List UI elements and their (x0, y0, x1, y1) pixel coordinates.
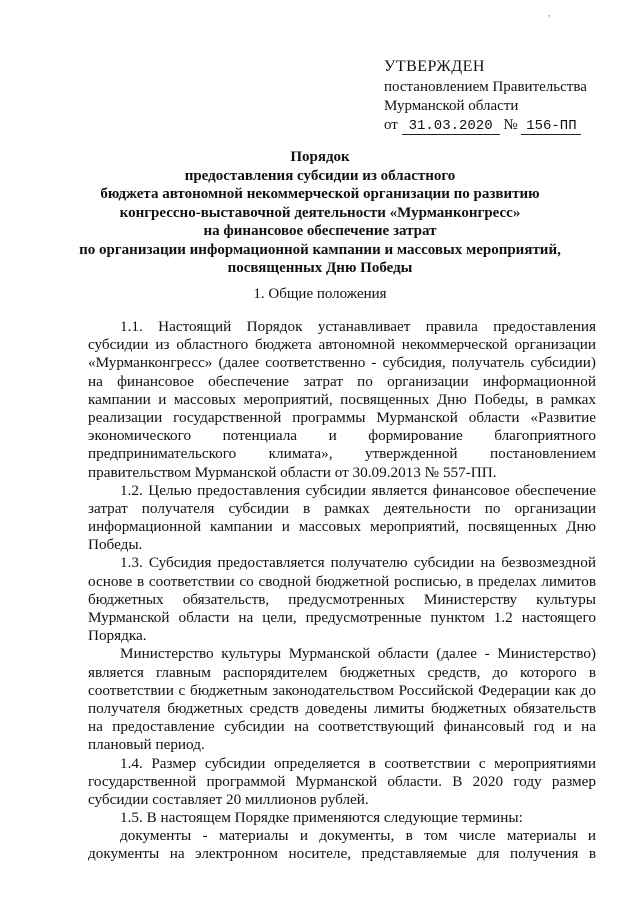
approval-line-2: Мурманской области (384, 98, 519, 114)
body-line: Министерство культуры Мурманской области (далее - Министерство) (120, 645, 596, 663)
body-line: бюджетных обязательств, предусмотренных Министерству культуры (88, 590, 596, 608)
title-line: предоставления субсидии из областного (184, 167, 456, 184)
body-line: плановый период. (88, 736, 205, 754)
document-title (40, 148, 600, 278)
title-line: бюджета автономной некоммерческой организации по развитию (100, 186, 540, 202)
body-line: правительством Мурманской области от 30.09.2013 № 557-ПП. (88, 463, 497, 481)
title-line: Порядок (290, 149, 350, 165)
title-line: конгрессно-выставочной деятельности «Мурманконгресс» (119, 204, 521, 221)
body-line: «Мурманконгресс» (далее соответственно - субсидия, получатель субсидии) (88, 354, 596, 372)
body-line: кампании и массовых мероприятий, посвященных Дню Победы, в рамках (88, 390, 596, 408)
body-line: на предоставление субсидии на соответствующий финансовый год и на (88, 718, 596, 736)
approval-line-1: постановлением Правительства (384, 79, 587, 95)
body-line: документы - материалы и документы, в том числе материалы и (120, 827, 596, 845)
section-heading: 1. Общие положения (253, 286, 387, 302)
body-line: Порядка. (88, 627, 147, 645)
approval-date: 31.03.2020 (402, 119, 500, 135)
approval-from-prefix: от (384, 117, 398, 133)
body-line: 1.5. В настоящем Порядке применяются следующие термины: (120, 809, 523, 827)
approval-date-line (384, 116, 614, 135)
body-line: реализации государственной программы Мурманской области «Развитие (88, 408, 596, 426)
body-line: затрат получателя субсидии в рамках деятельности по организации (88, 499, 596, 517)
body-line: 1.4. Размер субсидии определяется в соответствии с мероприятиями (120, 754, 596, 772)
body-line: информационной кампании и массовых мероприятий, посвященных Дню (88, 518, 596, 536)
body-line: Победы. (88, 536, 143, 554)
body-line: получателя бюджетных средств доведены лимиты бюджетных обязательств (88, 699, 596, 717)
body-line: 1.3. Субсидия предоставляется получателю субсидии на безвозмездной (120, 554, 596, 572)
body-line: предпринимательского климата», утвержденной постановлением (88, 445, 596, 463)
title-line: на финансовое обеспечение затрат (203, 223, 437, 239)
scan-mark: , (548, 8, 551, 18)
body-line: Мурманской области на цели, предусмотренные пунктом 1.2 настоящего (88, 609, 596, 626)
body-line: государственной программой Мурманской области. В 2020 году размер (88, 772, 596, 790)
body-line: субсидии составляет 20 миллионов рублей. (88, 790, 369, 808)
document-body (88, 318, 596, 864)
body-line: на финансовое обеспечение затрат по организации информационной (88, 372, 596, 390)
approval-stamp (384, 57, 614, 135)
body-line: субсидии из областного бюджета автономной некоммерческой организации (88, 336, 596, 354)
body-line: основе в соответствии со сводной бюджетной росписью, в пределах лимитов (88, 572, 596, 590)
body-line: экономического потенциала и формирование благоприятного (88, 427, 596, 445)
body-line: соответствии с бюджетным законодательством Российской Федерации как до (88, 681, 596, 699)
approval-number-prefix: № (503, 117, 518, 133)
body-line: 1.1. Настоящий Порядок устанавливает правила предоставления (120, 318, 596, 335)
approval-heading: УТВЕРЖДЕН (384, 58, 485, 75)
title-line: по организации информационной кампании и массовых мероприятий, (79, 241, 561, 258)
body-line: является главным распорядителем бюджетных средств, до которого в (88, 663, 596, 681)
title-line: посвященных Дню Победы (227, 260, 413, 276)
approval-number: 156-ПП (521, 119, 581, 135)
body-line: 1.2. Целью предоставления субсидии является финансовое обеспечение (120, 481, 596, 499)
body-line: документы на электронном носителе, представляемые для получения в (88, 845, 596, 863)
